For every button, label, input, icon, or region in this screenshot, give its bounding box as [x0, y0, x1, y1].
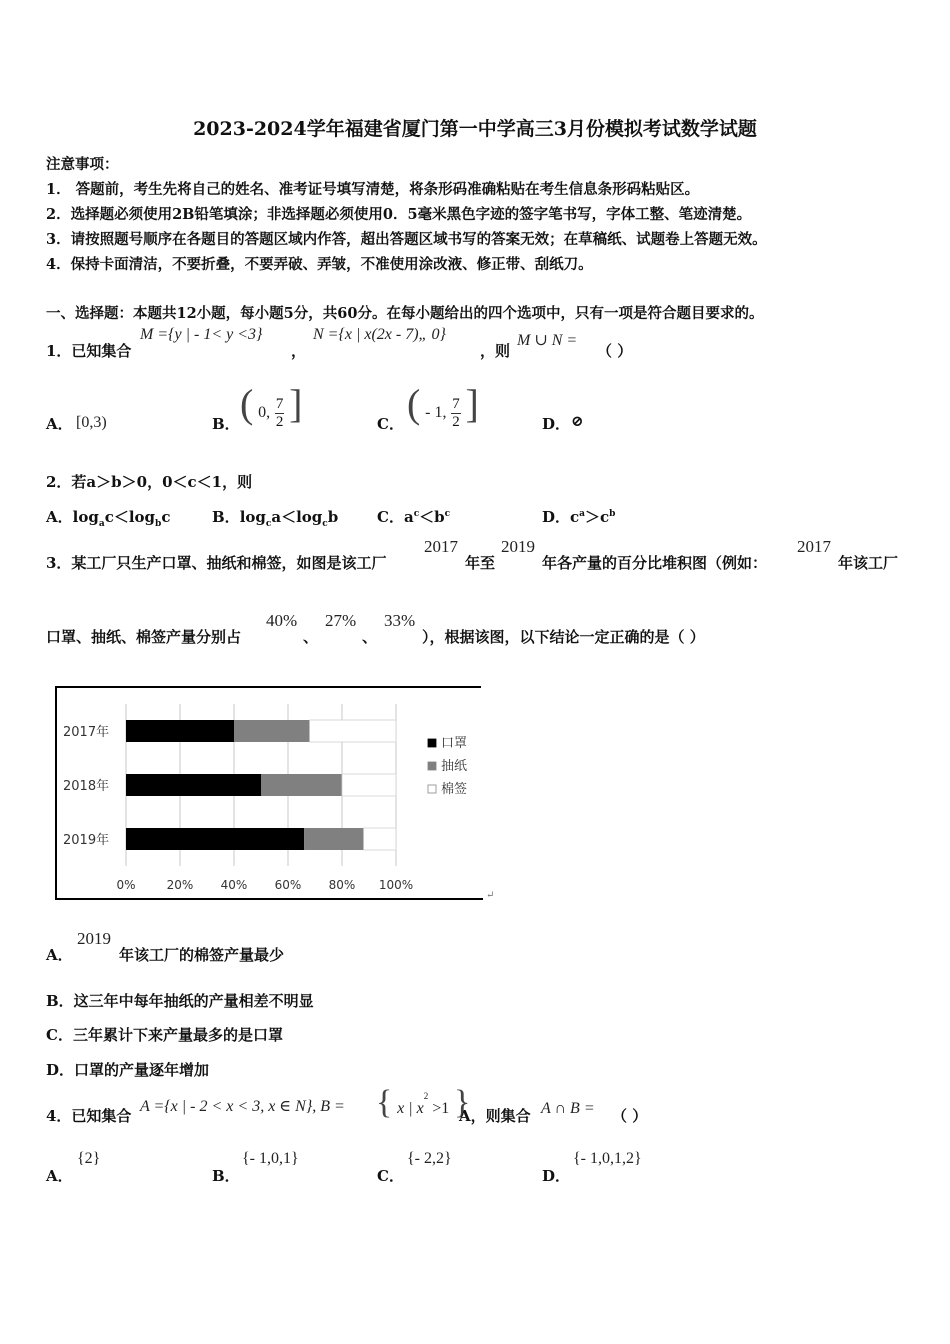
chart-legend: [428, 736, 467, 797]
q1-option-b-frac: [275, 396, 285, 431]
q1-option-d-label: D．: [542, 415, 571, 433]
category-label: 2018年: [63, 779, 110, 794]
q4-lbrace: {: [376, 1084, 393, 1121]
notice-heading: 注意事项：: [46, 156, 119, 173]
q2-option-d: [542, 506, 615, 527]
section-heading: 一、选择题：本题共12小题，每小题5分，共60分。在每小题给出的四个选项中，只有一项是符合题目要求的。: [46, 305, 764, 322]
bar-segment: [310, 720, 396, 742]
notice-item-3: 3．请按照题号顺序在各题目的答题区域内作答，超出答题区域书写的答案无效；在草稿纸、试题卷上答题无效。: [46, 231, 767, 248]
q3-line2-a: 口罩、抽纸、棉签产量分别占: [46, 628, 242, 646]
q2-b-s1: c: [265, 519, 272, 529]
q1-option-b-lparen: (: [240, 381, 254, 426]
q4-option-c-label: C．: [377, 1167, 404, 1185]
q1-option-b: [240, 381, 303, 431]
q2-b-s2: c: [322, 519, 328, 529]
tick-label: 100%: [378, 878, 414, 892]
q1-option-c-num: 7: [452, 395, 460, 412]
bar-segment: [126, 828, 304, 850]
bar-segment: [126, 720, 234, 742]
bar-segment: [261, 774, 342, 796]
q2-a-p1: log: [72, 508, 99, 526]
q1-option-d: ⊘: [571, 412, 584, 430]
q3-option-b: B．这三年中每年抽纸的产量相差不明显: [46, 992, 314, 1010]
legend-label: 抽纸: [441, 759, 468, 774]
q1-stem: [46, 340, 131, 361]
q4-option-d-label: D．: [542, 1167, 571, 1185]
q2-option-b: [212, 506, 338, 529]
q1-prefix: 1．已知集合: [46, 342, 132, 360]
q2-option-c-label: C．: [377, 508, 404, 526]
q4-option-b: {- 1,0,1}: [242, 1150, 299, 1167]
tick-label: 0%: [116, 878, 136, 892]
q2-d-s1: a: [579, 509, 585, 519]
tick-label: 20%: [166, 878, 194, 892]
q4-option-a: {2}: [77, 1150, 101, 1167]
q1-option-b-den: 2: [275, 413, 284, 430]
q1-option-c-rparen: ]: [465, 381, 479, 426]
q3-pct-33: 33%: [384, 611, 416, 630]
q1-option-b-num: 7: [275, 395, 284, 412]
q2-d-p2: ＞c: [585, 508, 610, 526]
q3-year-2017: 2017: [424, 537, 458, 556]
q3-line1-b: 年至: [465, 554, 496, 572]
q4-prefix: 4．已知集合: [46, 1107, 132, 1125]
q2-d-s2: b: [609, 509, 616, 519]
bar-segment: [304, 828, 363, 850]
q4-option-b-label: B．: [212, 1167, 240, 1185]
q4-option-a-label: A．: [46, 1167, 73, 1185]
q1-union: M ∪ N =: [517, 332, 578, 349]
bar-segment: [234, 720, 310, 742]
q1-option-c-lparen: (: [407, 381, 421, 426]
legend-swatch: [428, 785, 436, 793]
q4-set-b-body: x | x: [397, 1100, 424, 1117]
q1-option-c-left: - 1,: [425, 404, 447, 421]
q1-option-a-label: A．: [46, 415, 73, 433]
q2-option-a: [46, 506, 170, 529]
q4-paren: （ ）: [612, 1107, 648, 1125]
chart-svg: [55, 686, 483, 900]
category-label: 2019年: [63, 833, 110, 848]
q1-then: ，则: [480, 342, 511, 360]
q2-option-a-label: A．: [46, 508, 73, 526]
q3-pct-27: 27%: [325, 611, 357, 630]
q4-square: 2: [423, 1091, 429, 1101]
q2-a-s2: b: [155, 519, 162, 529]
q2-c-p1: a: [403, 508, 414, 526]
q2-option-b-label: B．: [212, 508, 240, 526]
tick-label: 40%: [220, 878, 248, 892]
q2-option-d-label: D．: [542, 508, 571, 526]
q3-sep-2: 、: [362, 628, 378, 646]
bar-segment: [364, 828, 396, 850]
q2-c-s1: c: [413, 509, 420, 519]
q3-line1-a: 3．某工厂只生产口罩、抽纸和棉签，如图是该工厂: [46, 554, 387, 572]
stacked-bar-chart: [55, 686, 483, 900]
tick-label: 80%: [328, 878, 356, 892]
q3-sep-1: 、: [303, 628, 319, 646]
q4-gt: >1: [428, 1100, 450, 1117]
q3-year-2019: 2019: [501, 537, 535, 556]
q1-option-b-left: 0,: [258, 404, 271, 421]
tick-label: 60%: [274, 878, 302, 892]
q3-pct-40: 40%: [266, 611, 298, 630]
bar-segment: [126, 774, 261, 796]
return-mark: ↵: [486, 890, 495, 901]
q2-b-p2: a＜log: [271, 508, 323, 526]
q3-option-a-text: 年该工厂的棉签产量最少: [119, 946, 285, 964]
bar-segment: [342, 774, 396, 796]
q1-option-c-frac: [451, 396, 461, 431]
q3-line2-b: ），根据该图，以下结论一定正确的是（ ）: [422, 628, 705, 646]
q2-stem: 2．若a＞b＞0，0＜c＜1，则: [46, 473, 253, 491]
q3-option-c: C．三年累计下来产量最多的是口罩: [46, 1026, 283, 1044]
q4-rbrace: }: [454, 1084, 471, 1121]
q1-option-c-den: 2: [452, 413, 460, 430]
q1-option-a: [0,3): [76, 414, 107, 431]
q3-option-a-label: A．: [46, 946, 73, 964]
q4-set-b: [376, 1086, 470, 1120]
chart-category-labels: [63, 724, 109, 848]
q3-option-a-year: 2019: [77, 929, 111, 948]
q4-set-a: A ={x | - 2 < x < 3, x ∈ N}, B =: [140, 1098, 345, 1115]
legend-swatch: [428, 762, 436, 770]
notice-item-1: 1． 答题前，考生先将自己的姓名、准考证号填写清楚，将条形码准确粘贴在考生信息条形码粘贴区。: [46, 181, 700, 198]
page-title: 2023-2024学年福建省厦门第一中学高三3月份模拟考试数学试题: [193, 118, 757, 140]
q4-intersection: A ∩ B =: [541, 1100, 595, 1117]
q3-line1-c: 年各产量的百分比堆积图（例如：: [542, 554, 768, 572]
category-label: 2017年: [63, 725, 110, 740]
q1-paren: （ ）: [597, 342, 633, 360]
q1-option-c-label: C．: [377, 415, 404, 433]
q2-b-p3: b: [327, 508, 339, 526]
q4-option-d: {- 1,0,1,2}: [573, 1150, 642, 1167]
q2-b-p1: log: [239, 508, 266, 526]
q1-option-c: [407, 381, 479, 431]
q4-mid: A，则集合: [459, 1107, 531, 1125]
q2-a-p3: c: [161, 508, 171, 526]
legend-swatch: [428, 739, 436, 747]
q4-option-c: {- 2,2}: [407, 1150, 452, 1167]
q1-option-b-label: B．: [212, 415, 240, 433]
q1-comma: ，: [291, 342, 307, 360]
q1-set-m: M ={y | - 1< y <3}: [140, 326, 263, 343]
q3-line1-d: 年该工厂: [838, 554, 899, 572]
q2-c-p2: ＜b: [419, 508, 445, 526]
notice-item-2: 2．选择题必须使用2B铅笔填涂；非选择题必须使用0．5毫米黑色字迹的签字笔书写，字体工整、笔迹清楚。: [46, 206, 752, 223]
q2-a-s1: a: [98, 519, 105, 529]
q2-option-c: [377, 506, 450, 527]
notice-item-4: 4．保持卡面清洁，不要折叠，不要弄破、弄皱，不准使用涂改液、修正带、刮纸刀。: [46, 256, 593, 273]
q2-c-s2: c: [444, 509, 451, 519]
q1-option-b-rparen: ]: [289, 381, 303, 426]
chart-bars: [126, 720, 396, 850]
q3-option-d: D．口罩的产量逐年增加: [46, 1061, 210, 1079]
q2-d-p1: c: [570, 508, 580, 526]
q3-year-2017b: 2017: [797, 537, 831, 556]
legend-label: 口罩: [441, 736, 468, 751]
q1-set-n: N ={x | x(2x - 7)„ 0}: [313, 326, 446, 343]
legend-label: 棉签: [441, 782, 468, 797]
chart-tick-labels: [116, 878, 413, 892]
q2-a-p2: c＜log: [104, 508, 156, 526]
